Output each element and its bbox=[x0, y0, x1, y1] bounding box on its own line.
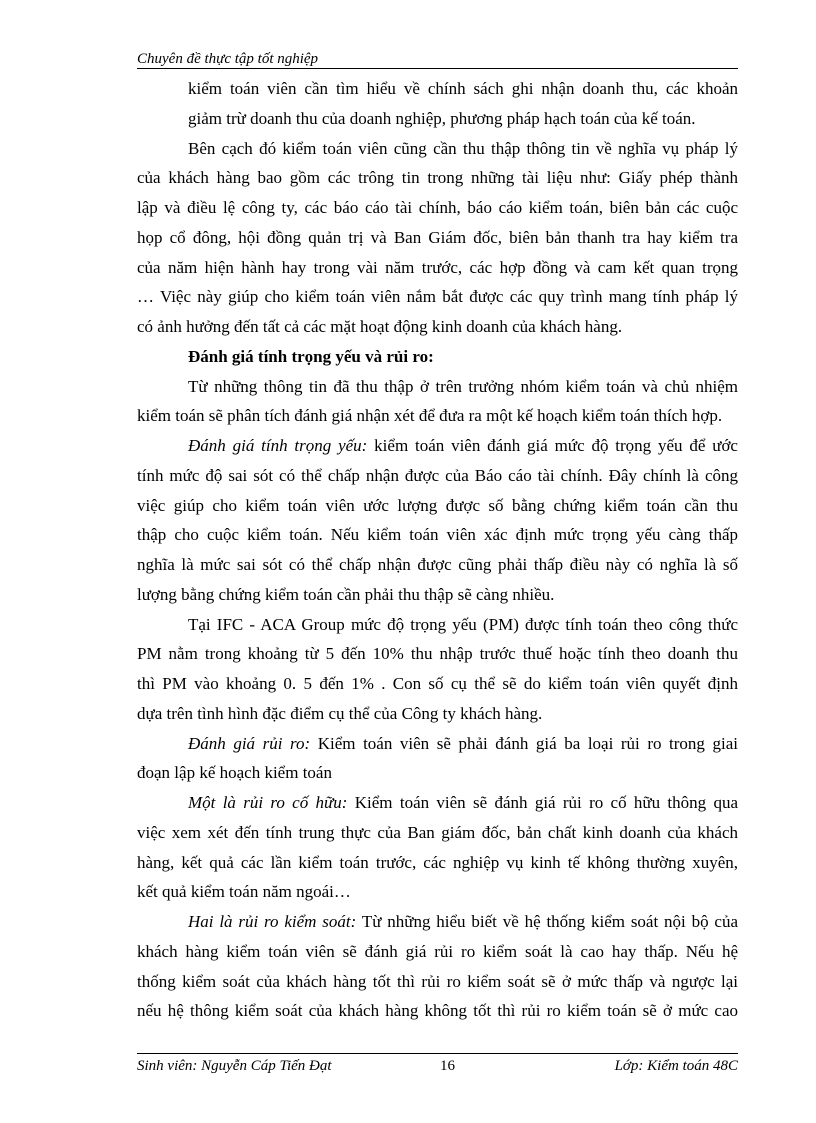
line-text: có ảnh hưởng đến tất cả các mặt hoạt động kinh doanh của khách hàng. bbox=[137, 317, 623, 336]
text-line bbox=[137, 996, 738, 1026]
line-text: nếu hệ thông kiểm soát của khách hàng không tốt thì rủi ro kiểm toán sẽ ở mức cao bbox=[137, 1001, 738, 1021]
line-text: thập cho cuộc kiểm toán. Nếu kiểm toán viên xác định mức trọng yếu càng thấp bbox=[137, 525, 738, 545]
italic-lead: Hai là rủi ro kiểm soát: bbox=[188, 912, 357, 931]
line-text: Tại IFC - ACA Group mức độ trọng yếu (PM) được tính toán theo công thức bbox=[188, 614, 738, 634]
text-line bbox=[137, 877, 738, 907]
line-text: việc giúp cho kiểm toán viên ước lượng được số bằng chứng kiểm toán cần thu bbox=[137, 495, 738, 515]
line-text: khách hàng kiểm toán viên sẽ đánh giá rủi ro kiểm soát là cao hay thấp. Nếu hệ bbox=[137, 941, 738, 961]
text-line bbox=[137, 758, 738, 788]
text-line bbox=[137, 312, 738, 342]
text-line bbox=[137, 639, 738, 669]
text-line bbox=[137, 401, 738, 431]
line-text: kết quả kiểm toán năm ngoái… bbox=[137, 882, 351, 902]
text-line bbox=[137, 520, 738, 550]
line-text: kiểm toán viên đánh giá mức độ trọng yếu để ước bbox=[374, 436, 738, 455]
line-text: kiểm toán sẽ phân tích đánh giá nhận xét để đưa ra một kế hoạch kiểm toán thích hợp. bbox=[137, 406, 723, 426]
line-text: của khách hàng bao gồm các trông tin trong những tài liệu như: Giấy phép thành bbox=[137, 168, 738, 188]
italic-lead: Đánh giá tính trọng yếu: bbox=[188, 436, 368, 455]
footer-student: Sinh viên: Nguyễn Cáp Tiến Đạt bbox=[137, 1058, 332, 1074]
text-line bbox=[137, 907, 738, 937]
text-line bbox=[137, 729, 738, 759]
page-footer bbox=[137, 1053, 738, 1076]
text-line bbox=[137, 491, 738, 521]
text-line bbox=[137, 461, 738, 491]
text-line bbox=[137, 253, 738, 283]
line-text: của năm hiện hành hay trong vài năm trước, các hợp đồng và cam kết quan trọng bbox=[137, 257, 738, 277]
italic-lead: Một là rủi ro cố hữu: bbox=[188, 793, 348, 812]
line-text: tính mức độ sai sót có thể chấp nhận được của Báo cáo tài chính. Đây chính là công bbox=[137, 465, 738, 485]
line-text: Bên cạch đó kiểm toán viên cũng cần thu thập thông tin về nghĩa vụ pháp lý bbox=[188, 138, 738, 158]
page-number: 16 bbox=[440, 1058, 455, 1074]
line-text: lập và điều lệ công ty, các báo cáo tài chính, báo cáo kiểm toán, biên bản các cuộc bbox=[137, 198, 738, 217]
text-line bbox=[137, 848, 738, 878]
text-line bbox=[137, 223, 738, 253]
line-text: PM nằm trong khoảng từ 5 đến 10% thu nhập trước thuế hoặc tính theo doanh thu bbox=[137, 644, 738, 664]
line-text: đoạn lập kế hoạch kiểm toán bbox=[137, 763, 332, 783]
text-line bbox=[137, 550, 738, 580]
line-text: Từ những thông tin đã thu thập ở trên trưởng nhóm kiểm toán và chủ nhiệm bbox=[188, 376, 738, 396]
text-line bbox=[137, 134, 738, 164]
text-line bbox=[137, 163, 738, 193]
text-line bbox=[137, 580, 738, 610]
text-line bbox=[137, 669, 738, 699]
text-line bbox=[137, 282, 738, 312]
text-line bbox=[137, 610, 738, 640]
text-line bbox=[137, 937, 738, 967]
text-line bbox=[137, 788, 738, 818]
line-text: … Việc này giúp cho kiểm toán viên nắm bắt được các quy trình mang tính pháp lý bbox=[137, 287, 738, 307]
document-body bbox=[137, 74, 738, 1026]
line-text: kiểm toán viên cần tìm hiểu về chính sách ghi nhận doanh thu, các khoản bbox=[188, 79, 738, 98]
text-line bbox=[137, 699, 738, 729]
line-text: thì PM vào khoảng 0. 5 đến 1% . Con số cụ thể sẽ do kiểm toán viên quyết định bbox=[137, 674, 738, 693]
line-text: Kiểm toán viên sẽ đánh giá rủi ro cố hữu thông qua bbox=[354, 793, 738, 812]
section-heading bbox=[137, 342, 738, 372]
line-text: lượng bằng chứng kiểm toán cần phải thu thập sẽ càng nhiều. bbox=[137, 584, 555, 604]
text-line bbox=[137, 967, 738, 997]
text-line bbox=[137, 431, 738, 461]
italic-lead: Đánh giá rủi ro: bbox=[188, 733, 311, 753]
line-text: thống kiểm soát của khách hàng tốt thì rủi ro kiểm soát sẽ ở mức thấp và ngược lại bbox=[137, 971, 738, 991]
line-text: Đánh giá tính trọng yếu và rủi ro: bbox=[188, 346, 434, 366]
header-title: Chuyên đề thực tập tốt nghiệp bbox=[137, 51, 319, 67]
footer-class: Lớp: Kiểm toán 48C bbox=[614, 1058, 738, 1074]
line-text: Kiểm toán viên sẽ phải đánh giá ba loại rủi ro trong giai bbox=[317, 733, 738, 753]
text-line bbox=[137, 74, 738, 104]
text-line bbox=[137, 104, 738, 134]
page-header bbox=[137, 50, 738, 69]
line-text: Từ những hiểu biết về hệ thống kiểm soát nội bộ của bbox=[361, 912, 738, 931]
text-line bbox=[137, 818, 738, 848]
line-text: việc xem xét đến tính trung thực của Ban giám đốc, bản chất kinh doanh của khách bbox=[137, 822, 738, 842]
text-line bbox=[137, 372, 738, 402]
line-text: dựa trên tình hình đặc điểm cụ thể của Công ty khách hàng. bbox=[137, 703, 543, 723]
text-line bbox=[137, 193, 738, 223]
line-text: hàng, kết quả các lần kiểm toán trước, các nghiệp vụ kinh tế không thường xuyên, bbox=[137, 852, 738, 872]
line-text: nghĩa là mức sai sót có thể chấp nhận được cũng phải thấp điều này có nghĩa là số bbox=[137, 555, 738, 574]
line-text: họp cổ đông, hội đồng quản trị và Ban Giám đốc, biên bản thanh tra hay kiểm tra bbox=[137, 227, 738, 247]
line-text: giảm trừ doanh thu của doanh nghiệp, phương pháp hạch toán của kế toán. bbox=[188, 108, 696, 128]
